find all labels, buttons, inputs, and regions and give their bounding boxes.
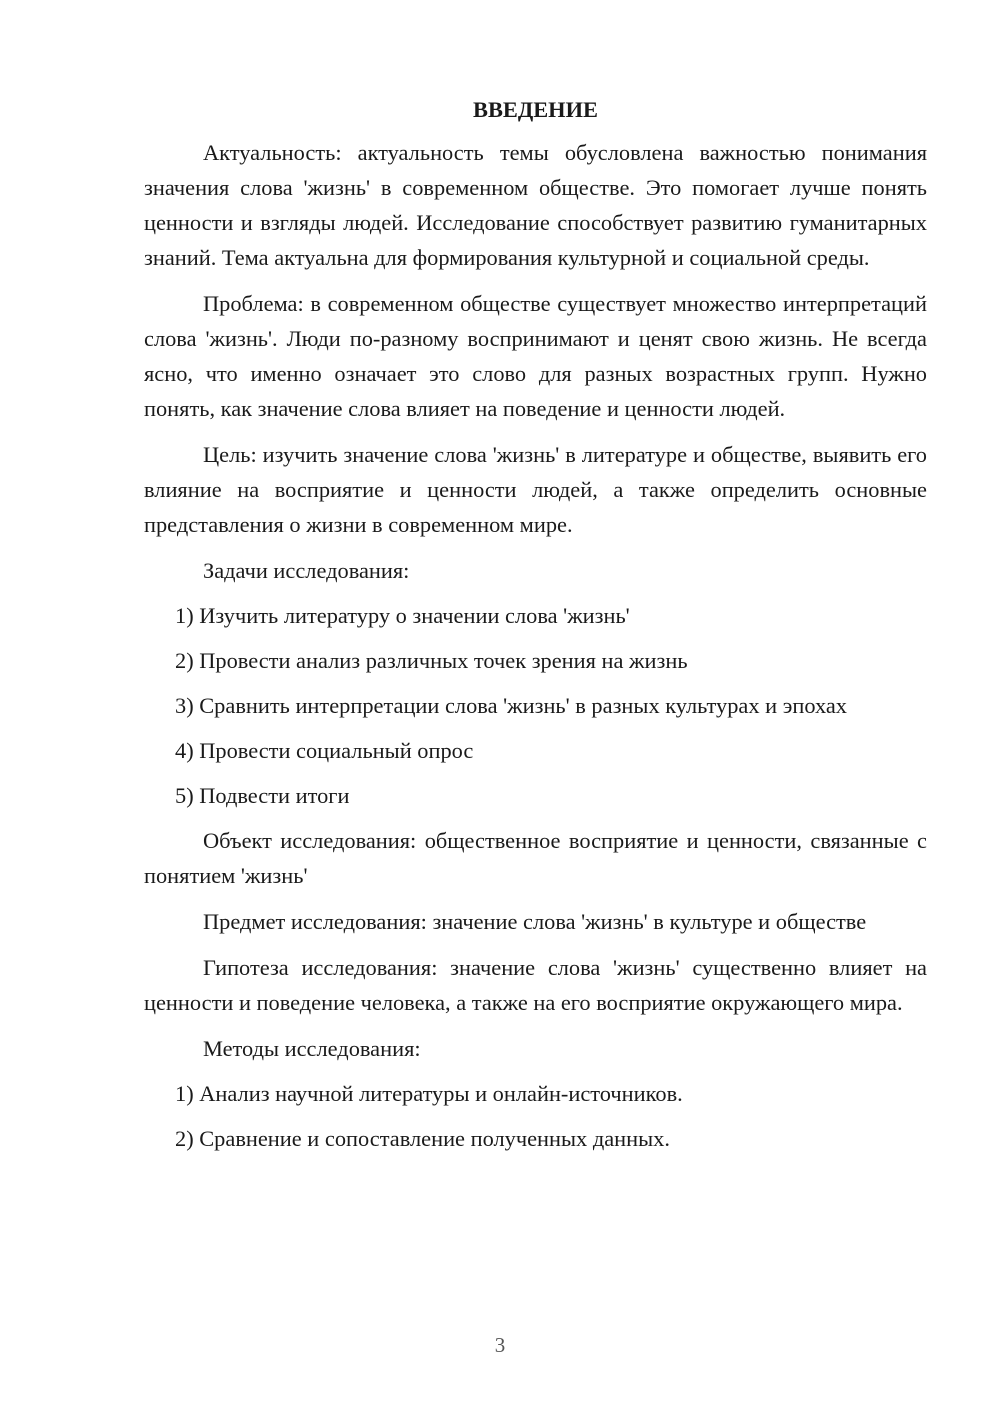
- goal-paragraph: Цель: изучить значение слова 'жизнь' в литературе и обществе, выявить его влияние на восприятие и ценности людей, а также определить основные представления о жизни в современном мире.: [144, 442, 927, 537]
- task-item: 1) Изучить литературу о значении слова 'жизнь': [175, 603, 630, 628]
- subject-paragraph: Предмет исследования: значение слова 'жизнь' в культуре и обществе: [203, 909, 867, 934]
- task-item: 3) Сравнить интерпретации слова 'жизнь' в разных культурах и эпохах: [175, 693, 847, 718]
- document-page: [144, 92, 927, 1166]
- object-paragraph: Объект исследования: общественное восприятие и ценности, связанные с понятием 'жизнь': [144, 828, 927, 888]
- method-item: 1) Анализ научной литературы и онлайн-источников.: [175, 1081, 683, 1106]
- method-item: 2) Сравнение и сопоставление полученных данных.: [175, 1126, 670, 1151]
- hypothesis-paragraph: Гипотеза исследования: значение слова 'жизнь' существенно влияет на ценности и поведение человека, а также на его восприятие окружающего мира.: [144, 955, 927, 1015]
- tasks-heading: Задачи исследования:: [203, 558, 410, 583]
- methods-list: [144, 1076, 927, 1156]
- task-item: 5) Подвести итоги: [175, 783, 350, 808]
- task-item: 4) Провести социальный опрос: [175, 738, 474, 763]
- page-number: 3: [494, 1333, 506, 1357]
- tasks-list: [144, 598, 927, 813]
- methods-heading: Методы исследования:: [203, 1036, 421, 1061]
- task-item: 2) Провести анализ различных точек зрения на жизнь: [175, 648, 688, 673]
- page-title: ВВЕДЕНИЕ: [473, 97, 598, 122]
- relevance-paragraph: Актуальность: актуальность темы обусловлена важностью понимания значения слова 'жизнь' в современном обществе. Это помогает лучше понять ценности и взгляды людей. Исследование способствует развитию гуманитарных знаний. Тема актуальна для формирования культурной и социальной среды.: [144, 140, 927, 270]
- problem-paragraph: Проблема: в современном обществе существует множество интерпретаций слова 'жизнь'. Люди по-разному воспринимают и ценят свою жизнь. Не всегда ясно, что именно означает это слово для разных возрастных групп. Нужно понять, как значение слова влияет на поведение и ценности людей.: [144, 291, 927, 421]
